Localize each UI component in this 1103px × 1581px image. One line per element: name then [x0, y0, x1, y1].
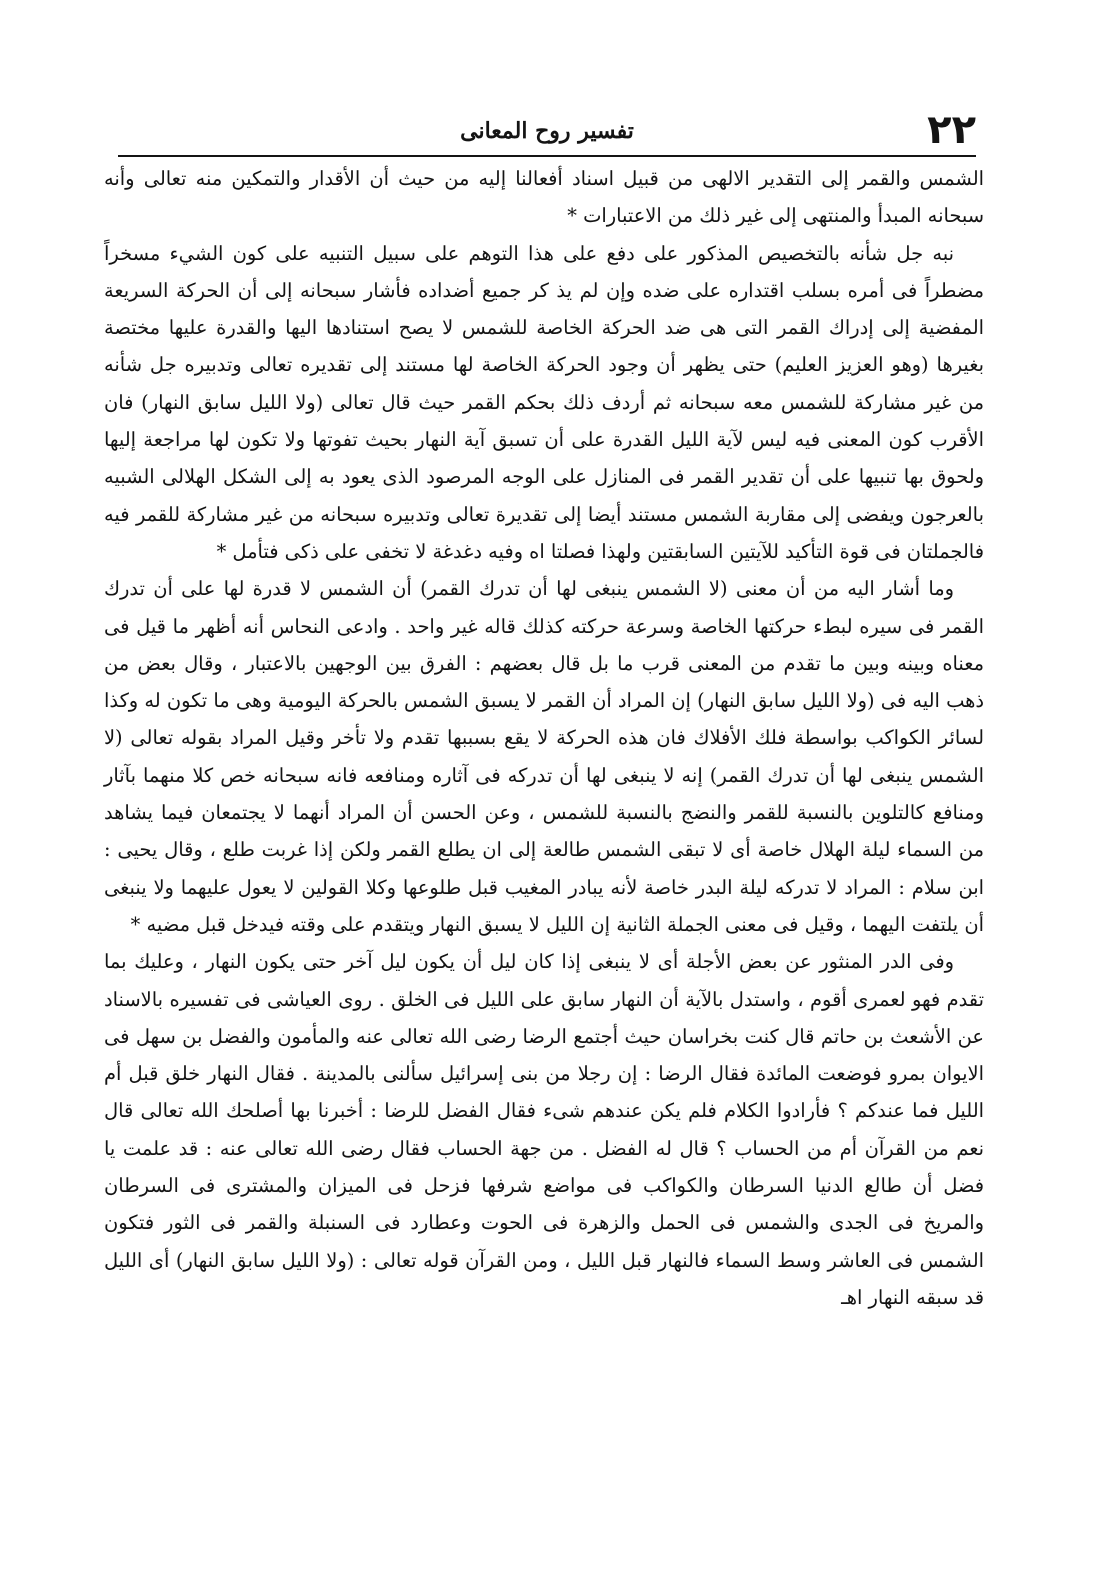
header-divider: [118, 155, 976, 157]
page-header: [118, 106, 976, 156]
paragraph-4: وفى الدر المنثور عن بعض الأجلة أى لا ينبغى إذا كان ليل أن يكون ليل آخر حتى يكون النهار ، وعليك بما تقدم فهو لعمرى أقوم ، واستدل بالآية أن النهار سابق على الليل فى الخلق . روى العياشى فى تفسيره بالاسناد عن الأشعث بن حاتم قال كنت بخراسان حيث أجتمع الرضا رضى الله تعالى عنه والمأمون والفضل بن سهل فى الايوان بمرو فوضعت المائدة فقال الرضا : إن رجلا من بنى إسرائيل سألنى بالمدينة . فقال النهار خلق قبل أم الليل فما عندكم ؟ فأرادوا الكلام فلم يكن عندهم شىء فقال الفضل للرضا : أخبرنا بها أصلحك الله تعالى قال نعم من القرآن أم من الحساب ؟ قال له الفضل . من جهة الحساب فقال رضى الله تعالى عنه : قد علمت يا فضل أن طالع الدنيا السرطان والكواكب فى مواضع شرفها فزحل فى الميزان والمشترى فى السرطان والمريخ فى الجدى والشمس فى الحمل والزهرة فى الحوت وعطارد فى السنبلة والقمر فى الثور فتكون الشمس فى العاشر وسط السماء فالنهار قبل الليل ، ومن القرآن قوله تعالى : (ولا الليل سابق النهار) أى الليل قد سبقه النهار اهـ: [104, 950, 984, 1309]
body-text: [104, 160, 984, 1316]
page-number: ٢٢: [927, 107, 976, 153]
book-title: تفسير روح المعانى: [460, 118, 634, 144]
paragraph-1: الشمس والقمر إلى التقدير الالهى من قبيل اسناد أفعالنا إليه من حيث أن الأقدار والتمكين منه تعالى وأنه سبحانه المبدأ والمنتهى إلى غير ذلك من الاعتبارات *: [104, 167, 984, 228]
paragraph-2: نبه جل شأنه بالتخصيص المذكور على دفع على هذا التوهم على سبيل التنبيه على كون الشيء مسخراً مضطراً فى أمره بسلب اقتداره على ضده وإن لم يذ كر جميع أضداده فأشار سبحانه إلى أن الحركة السريعة المفضية إلى إدراك القمر التى هى ضد الحركة الخاصة للشمس لا يصح استنادها اليها والقدرة عليها مختصة بغيرها (وهو العزيز العليم) حتى يظهر أن وجود الحركة الخاصة لها مستند إلى تقديره تعالى وتدبيره جل شأنه من غير مشاركة للشمس معه سبحانه ثم أردف ذلك بحكم القمر حيث قال تعالى (ولا الليل سابق النهار) فان الأقرب كون المعنى فيه ليس لآية الليل القدرة على أن تسبق آية النهار بحيث تفوتها ولا تكون لها مراجعة إليها ولحوق بها تنبيها على أن تقدير القمر فى المنازل على الوجه المرصود الذى يعود به إلى الشكل الهلالى الشبيه بالعرجون ويفضى إلى مقاربة الشمس مستند أيضا إلى تقديرة تعالى وتدبيره سبحانه من غير مشاركة للقمر فيه فالجملتان فى قوة التأكيد للآيتين السابقتين ولهذا فصلتا اه وفيه دغدغة لا تخفى على ذكى فتأمل *: [104, 241, 984, 563]
paragraph-3: وما أشار اليه من أن معنى (لا الشمس ينبغى لها أن تدرك القمر) أن الشمس لا قدرة لها على أن تدرك القمر فى سيره لبطء حركتها الخاصة وسرعة حركته كذلك قاله غير واحد . وادعى النحاس أنه أظهر ما قيل فى معناه وبينه وبين ما تقدم من المعنى قرب ما بل قال بعضهم : الفرق بين الوجهين بالاعتبار ، وقال بعض من ذهب اليه فى (ولا الليل سابق النهار) إن المراد أن القمر لا يسبق الشمس بالحركة اليومية وهى ما تكون له وكذا لسائر الكواكب بواسطة فلك الأفلاك فان هذه الحركة لا يقع بسببها تقدم ولا تأخر وقيل المراد بقوله تعالى (لا الشمس ينبغى لها أن تدرك القمر) إنه لا ينبغى لها أن تدركه فى آثاره ومنافعه فانه سبحانه خص كلا منهما بآثار ومنافع كالتلوين بالنسبة للقمر والنضج بالنسبة للشمس ، وعن الحسن أن المراد أنهما لا يجتمعان فيما يشاهد من السماء ليلة الهلال خاصة أى لا تبقى الشمس طالعة إلى ان يطلع القمر ولكن إذا غربت طلع ، وقال يحيى : ابن سلام : المراد لا تدركه ليلة البدر خاصة لأنه يبادر المغيب قبل طلوعها وكلا القولين لا يعول عليهما ولا ينبغى أن يلتفت اليهما ، وقيل فى معنى الجملة الثانية إن الليل لا يسبق النهار ويتقدم على وقته فيدخل قبل مضيه *: [104, 577, 984, 936]
